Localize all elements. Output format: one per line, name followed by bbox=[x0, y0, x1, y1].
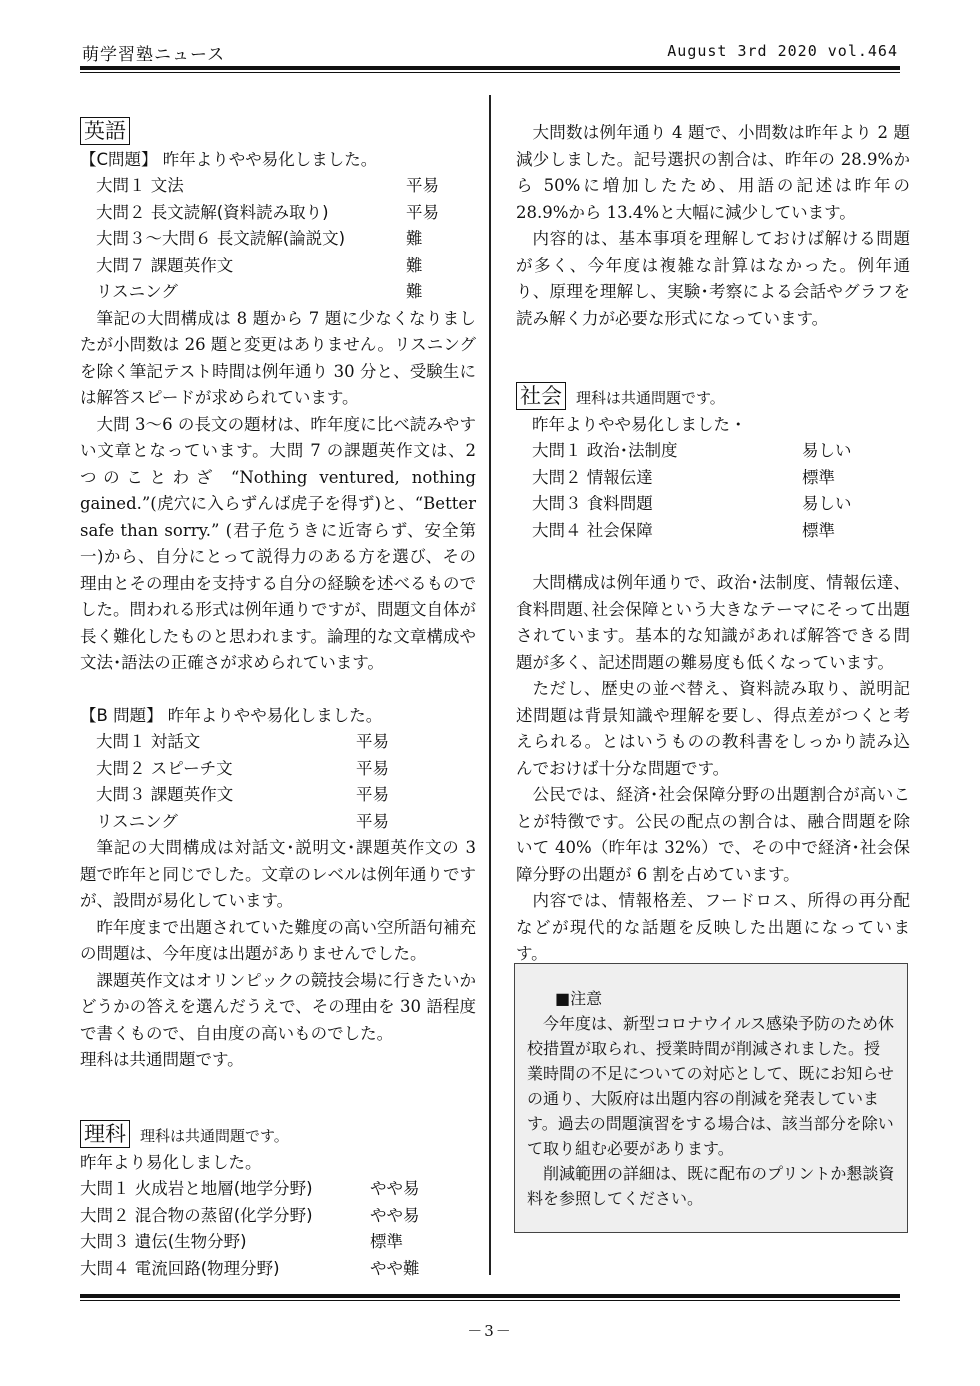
science-paragraph-1: 大問数は例年通り 4 題で、小問数は昨年より 2 題減少しました。記号選択の割合は、昨年の 28.9%から 50%に増加したため、用語の記述は昨年の 28.9%から 13.4%と大幅に減少しています。 bbox=[516, 123, 910, 222]
social-heading: 昨年よりやや易化しました・ bbox=[532, 414, 747, 434]
difficulty: 標準 bbox=[802, 520, 835, 540]
difficulty: 平易 bbox=[406, 176, 439, 195]
question-label: 大問２ 長文読解(資料読み取り) bbox=[96, 202, 329, 222]
header-rule-thin bbox=[80, 72, 900, 73]
social-paragraph-1: 大問構成は例年通りで、政治･法制度、情報伝達、食料問題､社会保障という大きなテーマにそって出題されています。基本的な知識があれば解答できる問題が多く、記述問題の難易度も低くなっています。 bbox=[516, 573, 910, 672]
column-divider bbox=[489, 95, 491, 1275]
footer-rule-thin bbox=[80, 1300, 900, 1301]
science-section bbox=[80, 1120, 476, 1282]
left-column bbox=[80, 117, 476, 1074]
difficulty: やや易 bbox=[370, 1179, 420, 1198]
header-rule bbox=[80, 66, 900, 70]
science-title: 理科 bbox=[80, 1120, 130, 1148]
question-label: 大問３ 遺伝(生物分野) bbox=[80, 1232, 247, 1251]
notice-paragraph-1: 今年度は、新型コロナウイルス感染予防のため休校措置が取られ、授業時間が削減されました。授業時間の不足についての対応として、既にお知らせの通り、大阪府は出題内容の削減を発表しています。過去の問題演習をする場合は、該当部分を除いて取り組む必要があります。 bbox=[527, 1014, 895, 1158]
question-label: 大問１ 対話文 bbox=[96, 732, 201, 751]
question-label: 大問１ 文法 bbox=[96, 176, 184, 195]
difficulty: 平易 bbox=[356, 811, 389, 831]
difficulty: やや難 bbox=[370, 1258, 420, 1278]
science-note: 理科は共通問題です。 bbox=[140, 1127, 289, 1145]
english-c-table bbox=[96, 173, 456, 306]
table-row bbox=[96, 279, 456, 306]
question-label: 大問７ 課題英作文 bbox=[96, 255, 234, 275]
question-label: リスニング bbox=[96, 811, 178, 831]
difficulty: 難 bbox=[406, 282, 423, 301]
difficulty: 平易 bbox=[356, 785, 389, 804]
social-title: 社会 bbox=[516, 382, 566, 410]
difficulty: 易しい bbox=[802, 494, 852, 513]
english-b-table bbox=[96, 729, 406, 835]
difficulty: 標準 bbox=[370, 1232, 403, 1251]
question-label: 大問３～大問６ 長文読解(論説文) bbox=[96, 229, 346, 248]
social-table bbox=[532, 438, 862, 544]
table-row bbox=[96, 173, 456, 200]
table-row bbox=[532, 491, 862, 518]
social-note: 理科は共通問題です。 bbox=[576, 389, 725, 407]
page-number: －3－ bbox=[467, 1322, 513, 1340]
english-c-paragraph-2: 大問 3～6 の長文の題材は、昨年度に比べ読みやすい文章となっています。大問 7 の課題英作文は、2 つのことわざ “Nothing ventured, nothing gained.”(虎穴に入らずんば虎子を得ず)と、“Better safe than sorry.” (君子危うきに近寄らず、安全第一)から、自分にとって説得力のある方を選び、その理由とその理由を支持する自分の経験を述べるものでした。問われる形式は例年通りですが、問題文自体が長く難化したものと思われます。論理的な文章構成や文法･語法の正確さが求められています。 bbox=[80, 414, 476, 672]
english-section bbox=[80, 117, 476, 1074]
english-b-heading: 【B 問題】 昨年よりやや易化しました。 bbox=[80, 705, 383, 725]
table-row bbox=[532, 518, 862, 545]
right-column bbox=[516, 120, 910, 968]
table-row bbox=[96, 756, 406, 783]
english-b-paragraph-1: 筆記の大問構成は対話文･説明文･課題英作文の 3 題で昨年と同じでした。文章のレベルは例年通りですが、設問が易化しています。 bbox=[80, 838, 476, 910]
question-label: 大問１ 火成岩と地層(地学分野) bbox=[80, 1179, 313, 1198]
table-row bbox=[96, 782, 406, 809]
table-row bbox=[532, 438, 862, 465]
question-label: 大問３ 課題英作文 bbox=[96, 785, 234, 804]
difficulty: 難 bbox=[406, 229, 423, 248]
social-paragraph-2: ただし、歴史の並べ替え、資料読み取り、説明記述問題は背景知識や理解を要し、得点差がつくと考えられる。とはいうものの教科書をしっかり読み込んでおけば十分な問題です。 bbox=[516, 679, 910, 778]
question-label: 大問１ 政治･法制度 bbox=[532, 441, 678, 460]
question-label: 大問２ 混合物の蒸留(化学分野) bbox=[80, 1205, 313, 1225]
table-row bbox=[532, 465, 862, 492]
difficulty: 難 bbox=[406, 255, 423, 275]
question-label: 大問４ 社会保障 bbox=[532, 520, 653, 540]
question-label: 大問２ スピーチ文 bbox=[96, 758, 233, 778]
science-heading: 昨年より易化しました。 bbox=[80, 1152, 262, 1172]
difficulty: 平易 bbox=[356, 732, 389, 751]
difficulty: 平易 bbox=[406, 202, 439, 222]
social-paragraph-3: 公民では、経済･社会保障分野の出題割合が高いことが特徴です。公民の配点の割合は、融合問題を除いて 40%（昨年は 32%）で、その中で経済･社会保障分野の出題が 6 割を占めています。 bbox=[516, 785, 910, 884]
question-label: 大問４ 電流回路(物理分野) bbox=[80, 1258, 280, 1278]
notice-title: ■注意 bbox=[555, 989, 603, 1008]
difficulty: 標準 bbox=[802, 467, 835, 487]
table-row bbox=[96, 809, 406, 836]
english-c-heading: 【C問題】 昨年よりやや易化しました。 bbox=[80, 149, 378, 169]
social-paragraph-4: 内容では、情報格差、フードロス、所得の再分配などが現代的な話題を反映した出題になっています。 bbox=[516, 891, 910, 963]
table-row bbox=[80, 1203, 430, 1230]
footer-rule bbox=[80, 1294, 900, 1298]
table-row bbox=[80, 1229, 430, 1256]
issue-date: August 3rd 2020 vol.464 bbox=[667, 42, 898, 60]
publication-title: 萌学習塾ニュース bbox=[82, 45, 226, 65]
science-paragraph-2: 内容的は、基本事項を理解しておけば解ける問題が多く、今年度は複雑な計算はなかった。例年通り、原理を理解し、実験･考察による会話やグラフを読み解く力が必要な形式になっています。 bbox=[516, 229, 911, 328]
table-row bbox=[80, 1176, 430, 1203]
difficulty: 易しい bbox=[802, 441, 852, 460]
question-label: 大問２ 情報伝達 bbox=[532, 467, 653, 487]
notice-paragraph-2: 削減範囲の詳細は、既に配布のプリントか懇談資料を参照してください。 bbox=[527, 1164, 895, 1208]
english-c-paragraph-1: 筆記の大問構成は 8 題から 7 題に少なくなりましたが小問数は 26 題と変更はありません。リスニングを除く筆記テスト時間は例年通り 30 分と、受験生には解答スピードが求められています。 bbox=[80, 308, 476, 407]
table-row bbox=[80, 1256, 430, 1283]
question-label: 大問３ 食料問題 bbox=[532, 494, 653, 513]
social-section bbox=[516, 382, 910, 968]
table-row bbox=[96, 226, 456, 253]
english-title: 英語 bbox=[80, 117, 130, 145]
table-row bbox=[96, 200, 456, 227]
english-b-paragraph-3: 課題英作文はオリンピックの競技会場に行きたいかどうかの答えを選んだうえで、その理由を 30 語程度で書くもので、自由度の高いものでした。 bbox=[80, 970, 476, 1043]
table-row bbox=[96, 253, 456, 280]
table-row bbox=[96, 729, 406, 756]
english-b-paragraph-2: 昨年度まで出題されていた難度の高い空所語句補充の問題は、今年度は出題がありませんでした。 bbox=[80, 917, 476, 963]
difficulty: 平易 bbox=[356, 758, 389, 778]
notice-box bbox=[514, 963, 908, 1233]
english-b-tail: 理科は共通問題です。 bbox=[80, 1050, 244, 1069]
difficulty: やや易 bbox=[370, 1205, 420, 1225]
science-table bbox=[80, 1176, 430, 1282]
question-label: リスニング bbox=[96, 282, 178, 301]
